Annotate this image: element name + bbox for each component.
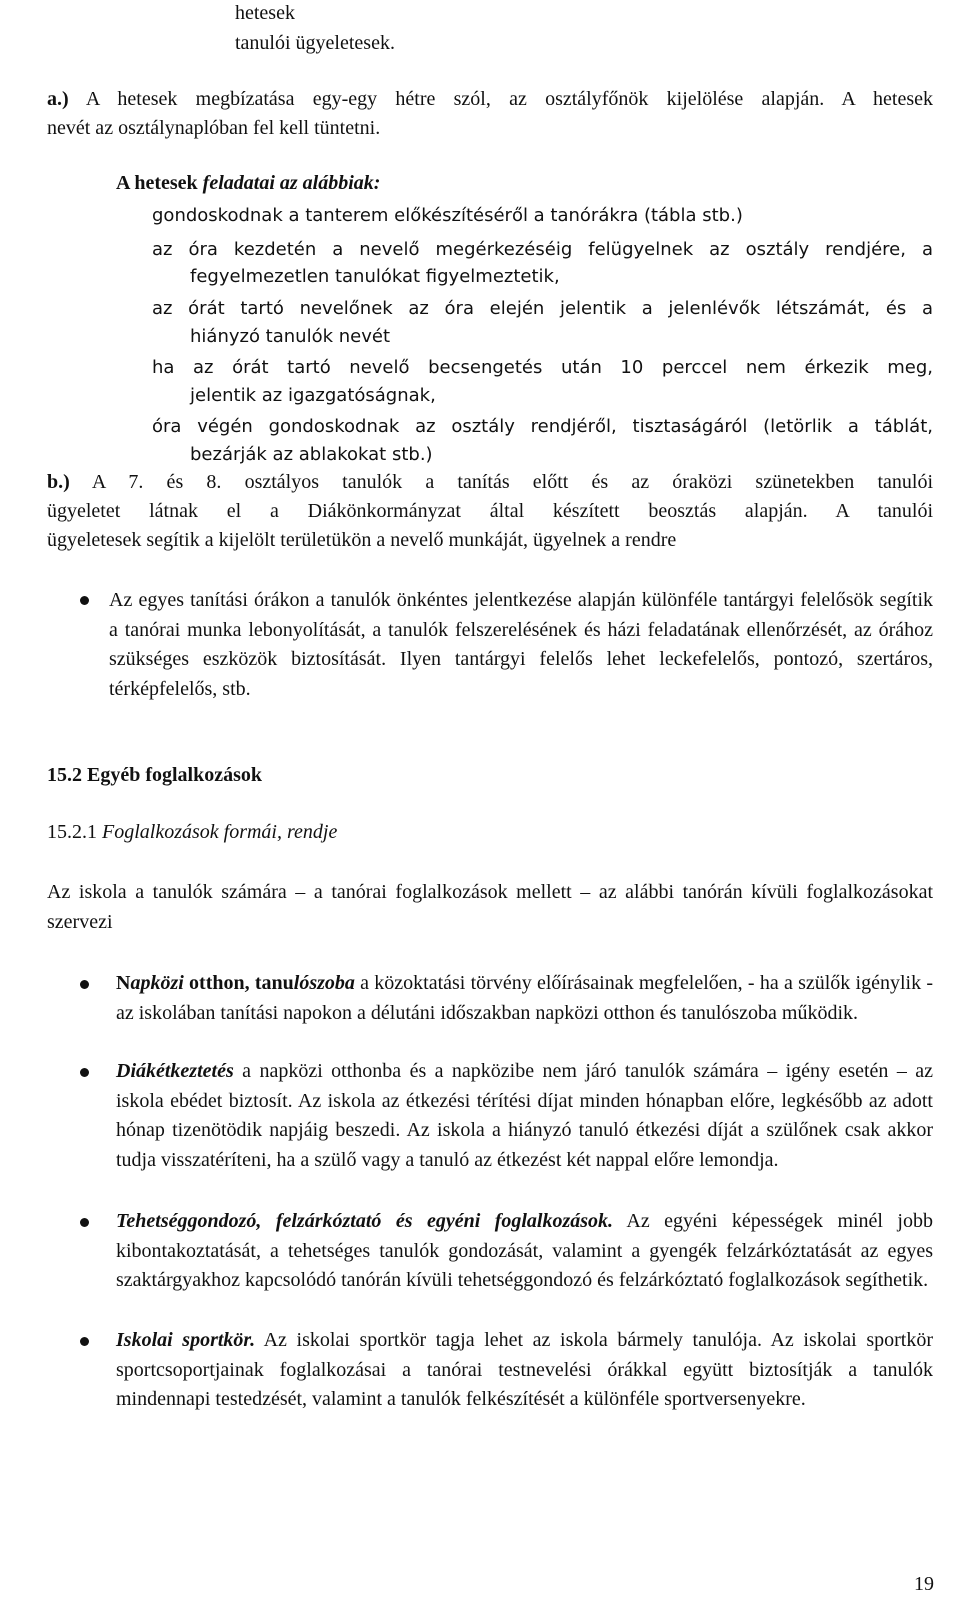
bullet-icon xyxy=(80,596,89,605)
page-number: 19 xyxy=(914,1573,934,1595)
heading-15-2-1: 15.2.1 Foglalkozások formái, rendje xyxy=(47,821,338,843)
item-tehetseggondozo: Tehetséggondozó, felzárkóztató és egyéni foglalkozások. Az egyéni képességek minél jobb kibontakoztatását, a tehetséges tanulók gondozását, valamint a gyengék felzárkóztatását az egyes szaktárgyakhoz kapcsolódó tanórán kívüli tehetséggondozó és felzárkóztató foglalkozások segíthetik. xyxy=(116,1210,933,1291)
duty-3-line-1: az órát tartó nevelőnek az óra elején jelentik a jelenlévők létszámát, és a xyxy=(152,298,933,319)
top-line-2: tanulói ügyeletesek. xyxy=(235,32,395,54)
duty-1: gondoskodnak a tanterem előkészítéséről a tanórákra (tábla stb.) xyxy=(152,205,743,226)
duty-3-line-2: hiányzó tanulók nevét xyxy=(190,326,391,347)
top-line-1: hetesek xyxy=(235,2,295,24)
duty-5-line-2: bezárják az ablakokat stb.) xyxy=(190,444,433,465)
bullet-icon xyxy=(80,980,89,989)
bullet-icon xyxy=(80,1337,89,1346)
duty-2-line-1: az óra kezdetén a nevelő megérkezéséig felügyelnek az osztály rendjére, a xyxy=(152,239,933,260)
section-a-marker: a.) xyxy=(47,88,69,110)
item-sportkor: Iskolai sportkör. Az iskolai sportkör tagja lehet az iskola bármely tanulója. Az iskolai sportkör sportcsoportjainak foglalkozásai a tanórai testnevelési órákkal együtt biztosítják a tanulók mindennapi testedzését, valamint a tanulók felkészítését a különféle sportversenyekre. xyxy=(116,1329,933,1410)
heading-15-2: 15.2 Egyéb foglalkozások xyxy=(47,764,263,786)
duty-4-line-1: ha az órát tartó nevelő becsengetés után 10 perccel nem érkezik meg, xyxy=(152,357,933,378)
section-a-line-2: nevét az osztálynaplóban fel kell tüntetni. xyxy=(47,117,381,139)
duty-2-line-2: fegyelmezetlen tanulókat figyelmeztetik, xyxy=(190,266,560,287)
section-b-line-1: b.) A 7. és 8. osztályos tanulók a tanítás előtt és az óraközi szünetekben tanulói xyxy=(47,471,933,493)
section-b-line-2: ügyeletet látnak el a Diákönkormányzat által készített beosztás alapján. A tanulói xyxy=(47,500,933,522)
intro-paragraph: Az iskola a tanulók számára – a tanórai foglalkozások mellett – az alábbi tanórán kívüli foglalkozásokat szervezi xyxy=(47,881,933,933)
duty-4-line-2: jelentik az igazgatóságnak, xyxy=(190,385,436,406)
section-b-marker: b.) xyxy=(47,471,70,493)
item-napkozi: Napközi otthon, tanulószoba a közoktatási törvény előírásainak megfelelően, - ha a szülők igénylik - az iskolában tanítási napokon a délutáni időszakban napközi otthon és tanulószoba működik. xyxy=(116,972,933,1024)
subject-responsibles-paragraph: Az egyes tanítási órákon a tanulók önkéntes jelentkezése alapján különféle tantárgyi felelősök segítik a tanórai munka lebonyolítását, a tanulók felszerelésének és házi feladatának ellenőrzését, az órához szükséges eszközök biztosítását. Ilyen tantárgyi felelős lehet leckefelelős, pontozó, szertáros, térképfelelős, stb. xyxy=(109,589,933,700)
bullet-icon xyxy=(80,1218,89,1227)
section-a-line-1: a.) A hetesek megbízatása egy-egy hétre szól, az osztályfőnök kijelölése alapján. A hetesek xyxy=(47,88,933,110)
duties-title: A hetesek feladatai az alábbiak: xyxy=(116,172,381,194)
duty-5-line-1: óra végén gondoskodnak az osztály rendjéről, tisztaságáról (letörlik a táblát, xyxy=(152,416,933,437)
bullet-icon xyxy=(80,1068,89,1077)
section-b-line-3: ügyeletesek segítik a kijelölt területükön a nevelő munkáját, ügyelnek a rendre xyxy=(47,529,677,551)
item-diaketkeztetes: Diákétkeztetés a napközi otthonba és a napközibe nem járó tanulók számára – igény esetén – az iskola ebédet biztosít. Az iskola az étkezési térítési díjat minden hónapban előre, legkésőbb az adott hónap tizenötödik napjáig beszedi. Az iskola a hiányzó tanuló étkezési díját a szülőnek csak akkor tudja visszatéríteni, ha a szülő vagy a tanuló az étkezést két nappal előre lemondja. xyxy=(116,1060,933,1171)
